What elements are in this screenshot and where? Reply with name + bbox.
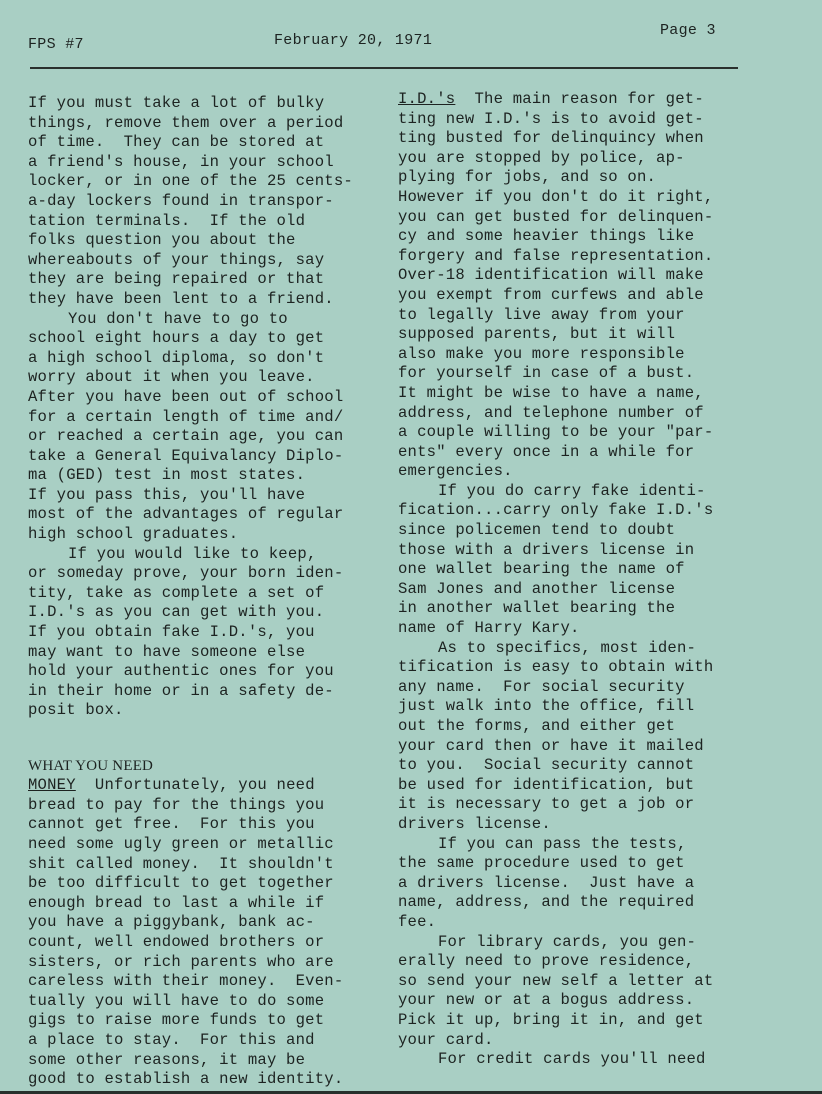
text-line: ents" every once in a while for — [398, 442, 695, 461]
text-line: school eight hours a day to get — [28, 329, 325, 348]
text-line: good to establish a new identity. — [28, 1070, 344, 1089]
text-line: Sam Jones and another license — [398, 579, 676, 598]
text-line: enough bread to last a while if — [28, 893, 325, 912]
text-line-content: Unfortunately, you need — [94, 776, 315, 795]
text-line — [398, 639, 780, 659]
text-line: However if you don't do it right, — [398, 187, 714, 206]
text-line-content: If you would like to keep, — [68, 544, 317, 563]
text-line: forgery and false representation. — [398, 246, 714, 265]
right-column — [398, 90, 780, 1070]
text-line: erally need to prove residence, — [398, 952, 695, 971]
text-line: a couple willing to be your "par- — [398, 423, 714, 442]
document-date: February 20, 1971 — [274, 32, 433, 49]
text-line: some other reasons, it may be — [28, 1050, 306, 1069]
text-line: whereabouts of your things, say — [28, 250, 325, 269]
text-line: After you have been out of school — [28, 387, 344, 406]
text-line: bread to pay for the things you — [28, 795, 325, 814]
text-line: name of Harry Kary. — [398, 619, 580, 638]
text-line: tation terminals. If the old — [28, 211, 306, 230]
text-line: cy and some heavier things like — [398, 227, 695, 246]
text-line: drivers license. — [398, 814, 551, 833]
text-line: I.D.'s as you can get with you. — [28, 603, 325, 622]
text-line: If you pass this, you'll have — [28, 485, 306, 504]
text-line: or reached a certain age, you can — [28, 427, 344, 446]
text-line: If you obtain fake I.D.'s, you — [28, 623, 315, 642]
text-line — [28, 310, 400, 330]
text-line: a drivers license. Just have a — [398, 873, 695, 892]
text-line: you have a piggybank, bank ac- — [28, 913, 315, 932]
text-line: ma (GED) test in most states. — [28, 466, 306, 485]
text-line: your card then or have it mailed — [398, 736, 704, 755]
text-line: in their home or in a safety de- — [28, 681, 334, 700]
text-line — [28, 776, 400, 796]
text-line-content: If you do carry fake identi- — [438, 481, 706, 500]
text-line-content: For library cards, you gen- — [438, 932, 697, 951]
text-line: also make you more responsible — [398, 344, 685, 363]
text-line: any name. For social security — [398, 677, 685, 696]
text-line: for a certain length of time and/ — [28, 407, 344, 426]
text-line: a place to stay. For this and — [28, 1030, 315, 1049]
text-line: need some ugly green or metallic — [28, 834, 334, 853]
id-label: I.D.'s — [398, 90, 456, 108]
text-line: worry about it when you leave. — [28, 368, 315, 387]
text-line: sisters, or rich parents who are — [28, 952, 334, 971]
text-line: ting new I.D.'s is to avoid get- — [398, 109, 704, 128]
text-line — [398, 1050, 780, 1070]
page-number: Page 3 — [660, 22, 716, 39]
text-line: so send your new self a letter at — [398, 971, 714, 990]
text-line — [398, 482, 780, 502]
text-line-content: The main reason for get- — [474, 90, 704, 108]
text-line: ting busted for delinquincy when — [398, 129, 704, 148]
text-line: things, remove them over a period — [28, 113, 344, 132]
section-heading: WHAT YOU NEED — [28, 757, 154, 774]
text-line — [398, 835, 780, 855]
text-line: tification is easy to obtain with — [398, 658, 714, 677]
left-column — [28, 94, 400, 1090]
header-rule — [30, 67, 738, 69]
text-line: your new or at a bogus address. — [398, 991, 695, 1010]
text-line: It might be wise to have a name, — [398, 383, 704, 402]
text-line: supposed parents, but it will — [398, 325, 676, 344]
text-line: in another wallet bearing the — [398, 599, 676, 618]
text-line: out the forms, and either get — [398, 717, 676, 735]
text-line — [28, 545, 400, 565]
text-line: or someday prove, your born iden- — [28, 564, 344, 583]
text-line: be used for identification, but — [398, 775, 695, 794]
text-line: they are being repaired or that — [28, 270, 325, 289]
text-line: the same procedure used to get — [398, 854, 685, 873]
text-line-content: You don't have to go to — [68, 309, 288, 328]
text-line — [398, 90, 780, 110]
text-line: shit called money. It shouldn't — [28, 854, 334, 873]
text-line: you exempt from curfews and able — [398, 285, 704, 304]
text-line: fee. — [398, 912, 437, 931]
text-line: one wallet bearing the name of — [398, 560, 685, 579]
text-line: plying for jobs, and so on. — [398, 168, 657, 187]
text-line: Over-18 identification will make — [398, 266, 704, 285]
money-label: MONEY — [28, 776, 76, 795]
text-line: you can get busted for delinquen- — [398, 207, 714, 226]
text-line-content: For credit cards you'll need — [438, 1050, 706, 1069]
text-line: since policemen tend to doubt — [398, 521, 676, 540]
text-line: high school graduates. — [28, 525, 239, 544]
text-line: a-day lockers found in transpor- — [28, 191, 334, 210]
text-line: gigs to raise more funds to get — [28, 1011, 325, 1030]
text-line: of time. They can be stored at — [28, 133, 325, 152]
text-line: hold your authentic ones for you — [28, 662, 334, 681]
document-code: FPS #7 — [28, 36, 84, 53]
text-line: count, well endowed brothers or — [28, 932, 325, 951]
text-line: take a General Equivalancy Diplo- — [28, 446, 344, 465]
text-line: a high school diploma, so don't — [28, 348, 325, 367]
text-line: emergencies. — [398, 462, 513, 481]
text-line: to legally live away from your — [398, 305, 685, 324]
text-line: for yourself in case of a bust. — [398, 364, 695, 383]
text-line: it is necessary to get a job or — [398, 795, 695, 814]
text-line: careless with their money. Even- — [28, 972, 344, 991]
text-line: locker, or in one of the 25 cents- — [28, 172, 353, 191]
text-line: your card. — [398, 1030, 494, 1049]
text-line — [398, 933, 780, 953]
text-line: they have been lent to a friend. — [28, 289, 334, 308]
text-line: a friend's house, in your school — [28, 152, 334, 171]
text-line: to you. Social security cannot — [398, 756, 695, 775]
text-line: may want to have someone else — [28, 642, 306, 661]
text-line-content: If you can pass the tests, — [438, 834, 687, 853]
text-line: be too difficult to get together — [28, 874, 334, 893]
text-line: posit box. — [28, 701, 124, 720]
text-line: fication...carry only fake I.D.'s — [398, 501, 714, 520]
text-line: address, and telephone number of — [398, 403, 704, 422]
text-line: you are stopped by police, ap- — [398, 148, 685, 167]
text-line: those with a drivers license in — [398, 540, 695, 559]
text-line: folks question you about the — [28, 231, 296, 250]
text-line: Pick it up, bring it in, and get — [398, 1010, 704, 1029]
text-line: cannot get free. For this you — [28, 815, 315, 834]
text-line: tually you will have to do some — [28, 991, 325, 1010]
text-line: name, address, and the required — [398, 893, 695, 912]
text-line: If you must take a lot of bulky — [28, 94, 325, 112]
text-line: most of the advantages of regular — [28, 505, 344, 524]
text-line-content: As to specifics, most iden- — [438, 638, 697, 657]
text-line: just walk into the office, fill — [398, 697, 695, 716]
text-line: tity, take as complete a set of — [28, 583, 325, 602]
